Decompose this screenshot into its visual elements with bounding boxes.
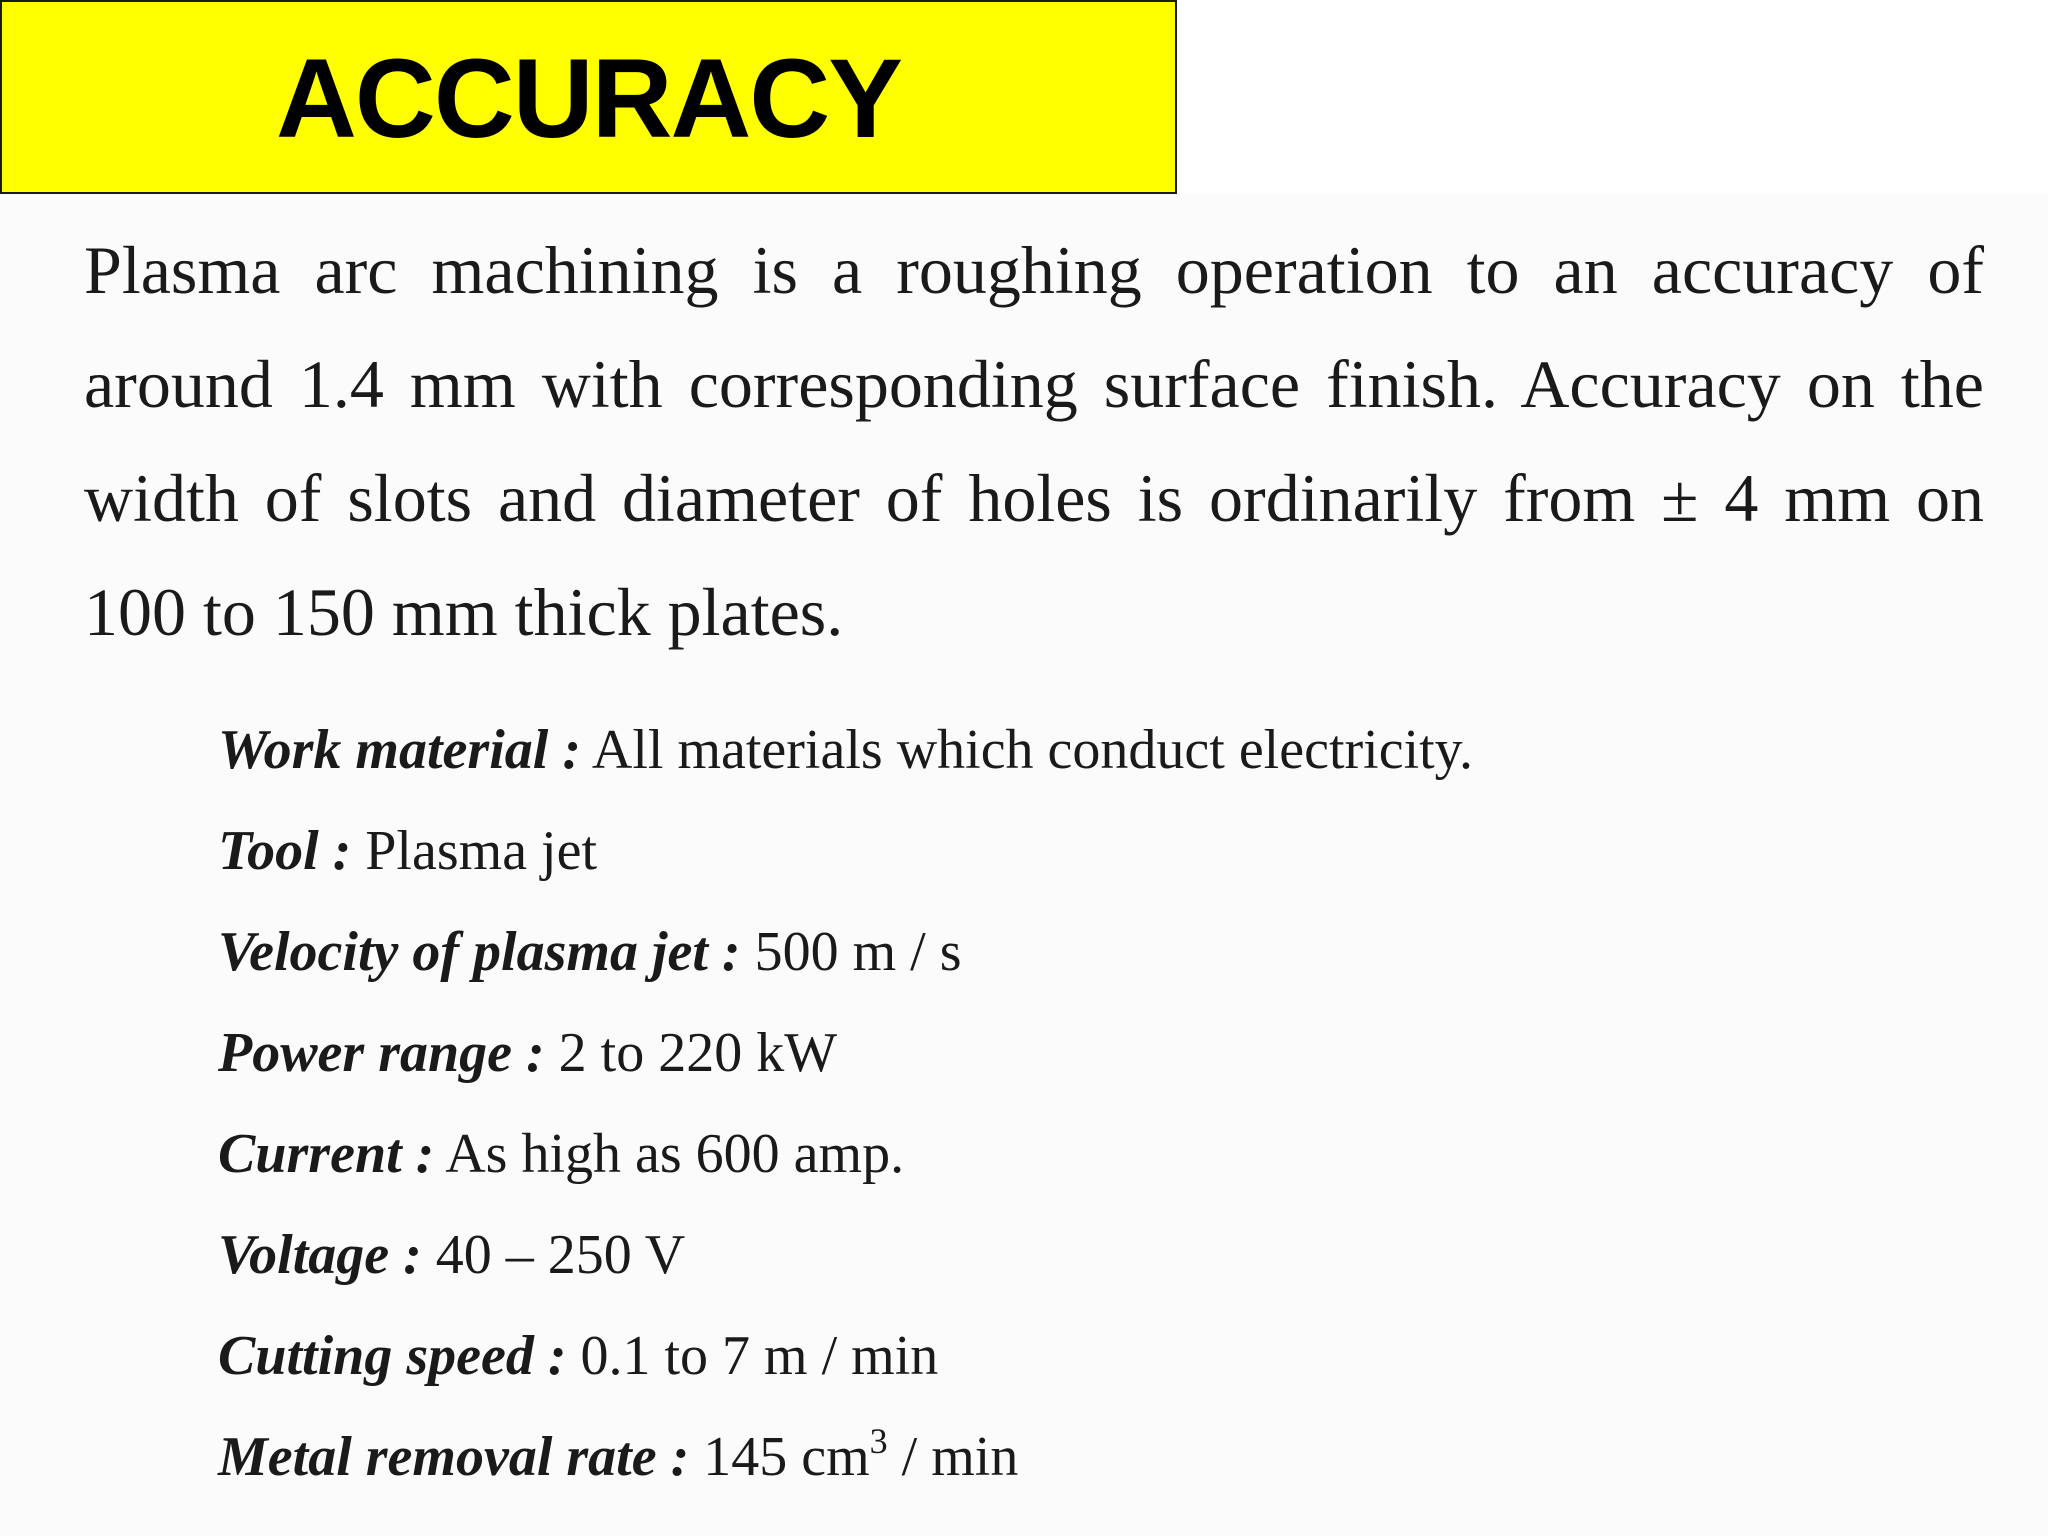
spec-label: Tool : [218,820,352,882]
spec-label: Work material : [218,719,581,781]
spec-row-work-material [218,700,1818,801]
spec-value: All materials which conduct electricity. [591,719,1474,781]
spec-value: Plasma jet [365,820,598,882]
spec-value: 40 – 250 V [435,1224,686,1286]
spec-list [218,700,1818,1508]
spec-label: Velocity of plasma jet : [218,921,741,983]
spec-row-power-range [218,1003,1818,1104]
spec-row-metal-removal-rate [218,1407,1818,1508]
spec-label: Power range : [218,1022,545,1084]
spec-row-tool [218,801,1818,902]
spec-label: Cutting speed : [218,1325,567,1387]
intro-paragraph: Plasma arc machining is a roughing operation to an accuracy of around 1.4 mm with corresponding surface finish. Accuracy on the width of slots and diameter of holes is ordinarily from ± 4 mm on 100 to 150 mm thick plates. [84,232,1984,650]
spec-value: 500 m / s [754,921,962,983]
spec-label: Metal removal rate : [218,1426,690,1488]
spec-label: Current : [218,1123,435,1185]
spec-row-voltage [218,1205,1818,1306]
spec-value-suffix: / min [901,1426,1019,1488]
spec-row-velocity [218,902,1818,1003]
slide-title: ACCURACY [276,36,901,161]
spec-row-current [218,1104,1818,1205]
spec-value: 145 cm [703,1426,870,1488]
spec-value-superscript: 3 [869,1421,888,1461]
spec-value: As high as 600 amp. [445,1123,905,1185]
title-banner [0,0,1177,194]
spec-label: Voltage : [218,1224,422,1286]
spec-value: 2 to 220 kW [558,1022,838,1084]
spec-row-cutting-speed [218,1306,1818,1407]
spec-value: 0.1 to 7 m / min [580,1325,939,1387]
